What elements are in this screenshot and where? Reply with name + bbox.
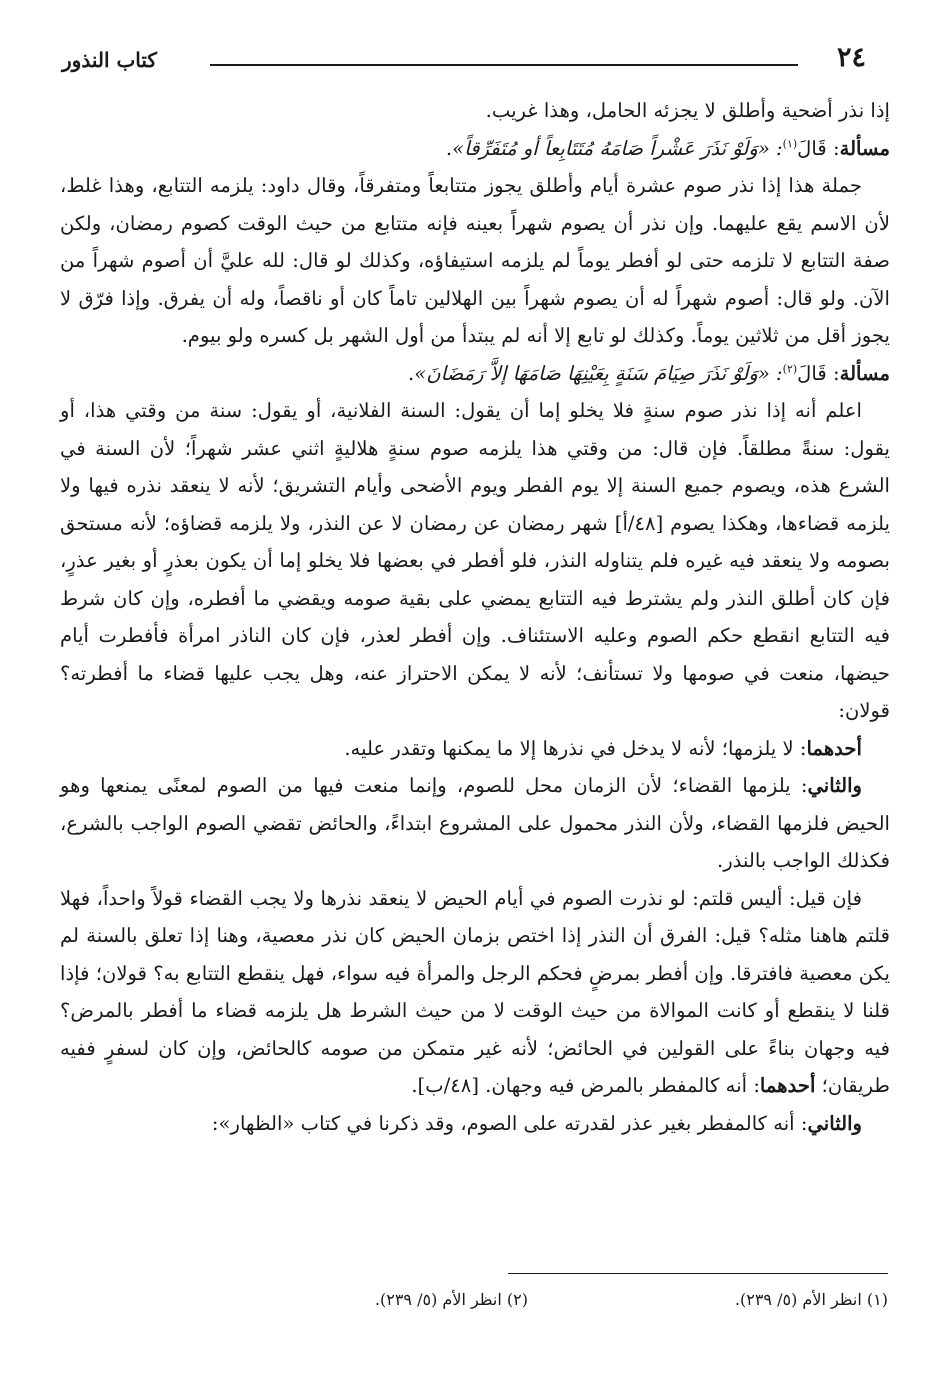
opinion-second <box>60 767 890 880</box>
paragraph-3: جملة هذا إذا نذر صوم عشرة أيام وأطلق يجوز متتابعاً ومتفرقاً، وقال داود: يلزمه التتابع، وهذا غلط، لأن الاسم يقع عليهما. وإن نذر أن يصوم شهراً بعينه فإنه متتابع من حيث الوقت كصوم رمضان، ولكن صفة التتابع لا تلزمه حتى لو أفطر يوماً لم يلزمه استيفاؤه، وكذلك لو قال: لله عليَّ أن أصوم شهراً من الآن. ولو قال: أصوم شهراً له أن يصوم شهراً بين الهلالين تاماً كان أو ناقصاً، وله أن يفرق. وإذا فرّق لا يجوز أقل من ثلاثين يوماً. وكذلك لو تابع إلا أنه لم يبتدأ من أول الشهر بل كسره ولو بيوم. <box>60 174 890 347</box>
quoted-text: : «وَلَوْ نَذَرَ عَشْراً صَامَهُ مُتَتَابِعاً أو مُتَفَرِّقاً». <box>445 136 783 160</box>
opinion-text: : يلزمها القضاء؛ لأن الزمان محل للصوم، وإنما منعت فيها من الصوم لمعنًى يمنعها وهو الحيض فلزمها القضاء، ولأن النذر محمول على المشروع ابتداءً، والحائض تقضي الصوم الواجب بالشرع، فكذلك الواجب بالنذر. <box>60 774 890 872</box>
opinion-label: والثاني <box>807 1111 862 1135</box>
issue-label: مسألة <box>839 361 890 385</box>
opinion-text: : أنه كالمفطر بالمرض فيه وجهان. [٤٨/ب]. <box>411 1074 760 1097</box>
opinion-text: : لا يلزمها؛ لأنه لا يدخل في نذرها إلا ما يمكنها وتقدر عليه. <box>344 736 807 760</box>
issue-heading-1 <box>60 130 890 168</box>
qal-word: : قَالَ <box>797 136 840 160</box>
header-rule <box>210 64 798 66</box>
paragraph-5: اعلم أنه إذا نذر صوم سنةٍ فلا يخلو إما أن يقول: السنة الفلانية، أو يقول: سنة من وقتي هذا، أو يقول: سنةً مطلقاً. فإن قال: من وقتي هذا يلزمه صوم سنةٍ هلاليةٍ اثني عشر شهراً؛ لأن السنة في الشرع هذه، ويصوم جميع السنة إلا يوم الفطر ويوم الأضحى وأيام التشريق؛ لأنه لا ينعقد نذره فيها ولا يلزمه قضاءها، وهكذا يصوم [٤٨/أ] شهر رمضان عن رمضان لا عن النذر، ولا يلزمه قضاؤه؛ لأنه مستحق بصومه ولا ينعقد فيه غيره فلم يتناوله النذر، فلو أفطر في بعضها فلا يخلو إما أن يكون بعذرٍ أو بغير عذرٍ، فإن كان أطلق النذر ولم يشترط فيه التتابع يمضي على بقية صومه ويقضي ما أفطره، وإن كان شرط فيه التتابع انقطع حكم الصوم وعليه الاستئناف. وإن أفطر لعذر، فإن كان الناذر امرأة فأفطرت أيام حيضها، منعت في صومها ولا تستأنف؛ لأنه لا يمكن الاحتراز عنه، وهل يجب عليها قضاء ما أفطرته؟ قولان: <box>60 399 890 722</box>
opinion-label: أحدهما <box>759 1074 816 1097</box>
issue-label: مسألة <box>839 136 890 160</box>
main-text <box>60 92 890 1142</box>
opinion-label: أحدهما <box>806 736 862 760</box>
page-number: ٢٤ <box>836 42 866 73</box>
paragraph-1: إذا نذر أضحية وأطلق لا يجزئه الحامل، وهذا غريب. <box>485 99 890 122</box>
footnote-2: (٢) انظر الأم (٥/ ٢٣٩). <box>374 1290 528 1309</box>
qal-word: : قَالَ <box>797 361 840 385</box>
footnote-1: (١) انظر الأم (٥/ ٢٣٩). <box>734 1290 888 1309</box>
page-header <box>60 42 888 82</box>
opinion-text: : أنه كالمفطر بغير عذر لقدرته على الصوم، وقد ذكرنا في كتاب «الظهار»: <box>211 1111 808 1135</box>
opinion-label: والثاني <box>807 774 862 797</box>
issue-heading-2 <box>60 355 890 393</box>
footnote-rule <box>508 1273 888 1274</box>
quoted-text: : «وَلَوْ نَذَرَ صِيَامَ سَنَةٍ بِعَيْنِهَا صَامَهَا إلاَّ رَمَضَانَ». <box>408 361 783 385</box>
running-title: كتاب النذور <box>62 48 157 72</box>
paragraph-text: فإن قيل: أليس قلتم: لو نذرت الصوم في أيام الحيض لا ينعقد نذرها ولا يجب القضاء قولاً واحداً، فهلا قلتم هاهنا مثله؟ قيل: الفرق أن النذر إذا اختص بزمان الحيض كان نذر معصية، وهنا إذا تعلق بالسنة لم يكن معصية فافترقا. وإن أفطر بمرضٍ فحكم الرجل والمرأة فيه سواء، فهل ينقطع التتابع به؟ قولان؛ فإذا قلنا لا ينقطع أو كانت الموالاة من حيث الوقت لا من حيث الشرط هل يلزمه قضاء ما أفطر بالمرض؟ فيه وجهان بناءً على القولين في الحائض؛ لأنه غير متمكن من صومه كالحائض، وإن كان لسفرٍ ففيه طريقان؛ <box>60 886 890 1097</box>
paragraph-9 <box>60 1105 890 1143</box>
footnote-ref-2: (٢) <box>782 361 798 375</box>
opinion-first <box>60 730 890 768</box>
paragraph-8 <box>60 880 890 1105</box>
footnotes <box>60 1290 888 1320</box>
footnote-ref-1: (١) <box>782 136 798 150</box>
